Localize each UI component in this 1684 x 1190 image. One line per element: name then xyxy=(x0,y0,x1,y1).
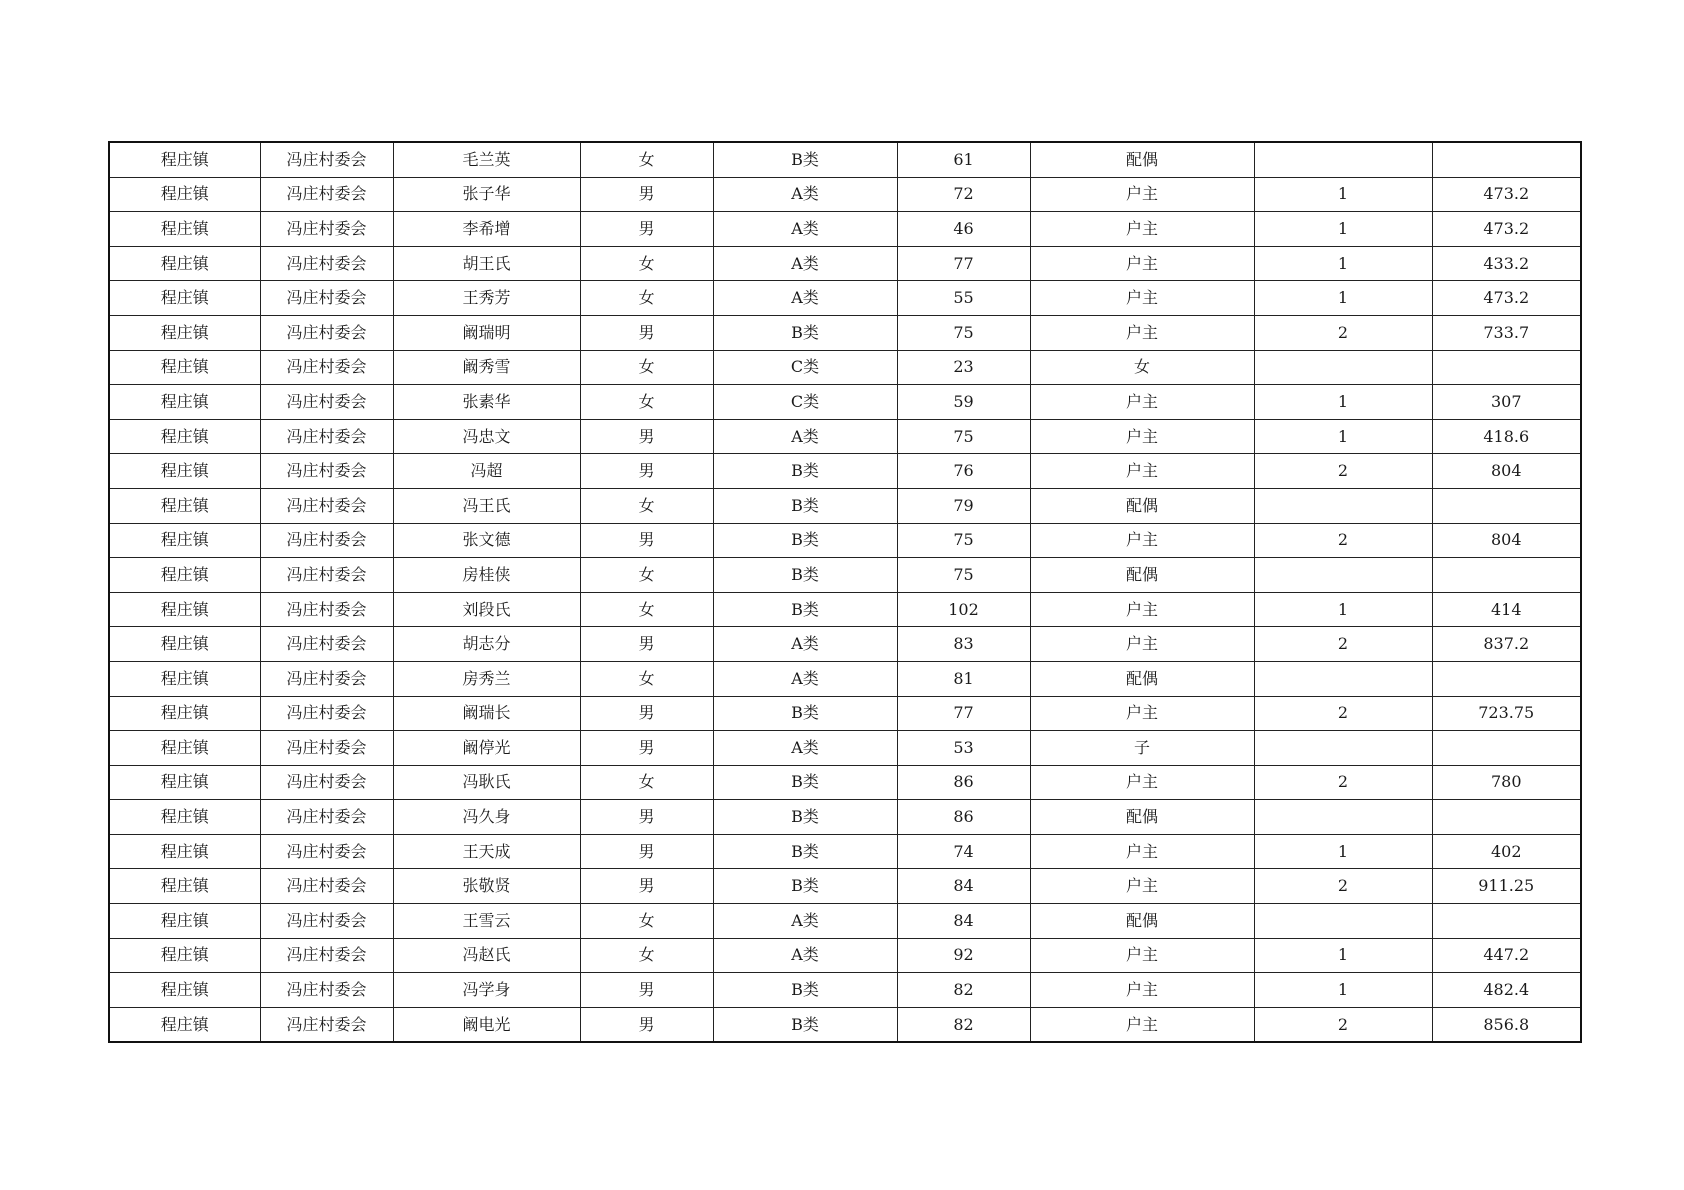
town-cell: 程庄镇 xyxy=(109,488,260,523)
relation-cell: 户主 xyxy=(1030,1007,1254,1042)
household-size-cell: 1 xyxy=(1254,419,1432,454)
relation-cell: 户主 xyxy=(1030,419,1254,454)
table-row xyxy=(109,696,1581,731)
amount-cell: 414 xyxy=(1432,592,1581,627)
gender-cell: 男 xyxy=(580,212,713,247)
name-cell: 王雪云 xyxy=(393,904,580,939)
town-cell: 程庄镇 xyxy=(109,592,260,627)
name-cell: 胡志分 xyxy=(393,627,580,662)
table-row xyxy=(109,1007,1581,1042)
age-cell: 79 xyxy=(897,488,1030,523)
relation-cell: 户主 xyxy=(1030,246,1254,281)
age-cell: 86 xyxy=(897,800,1030,835)
gender-cell: 女 xyxy=(580,385,713,420)
table-row xyxy=(109,973,1581,1008)
relation-cell: 子 xyxy=(1030,731,1254,766)
relation-cell: 配偶 xyxy=(1030,558,1254,593)
category-cell: A类 xyxy=(713,661,897,696)
village-cell: 冯庄村委会 xyxy=(260,938,393,973)
name-cell: 阚电光 xyxy=(393,1007,580,1042)
town-cell: 程庄镇 xyxy=(109,765,260,800)
table-row xyxy=(109,869,1581,904)
table-row xyxy=(109,661,1581,696)
name-cell: 房桂侠 xyxy=(393,558,580,593)
town-cell: 程庄镇 xyxy=(109,454,260,489)
amount-cell: 780 xyxy=(1432,765,1581,800)
gender-cell: 女 xyxy=(580,281,713,316)
household-size-cell: 2 xyxy=(1254,765,1432,800)
category-cell: A类 xyxy=(713,904,897,939)
amount-cell: 433.2 xyxy=(1432,246,1581,281)
name-cell: 冯超 xyxy=(393,454,580,489)
village-cell: 冯庄村委会 xyxy=(260,973,393,1008)
age-cell: 102 xyxy=(897,592,1030,627)
relation-cell: 户主 xyxy=(1030,454,1254,489)
name-cell: 冯赵氏 xyxy=(393,938,580,973)
name-cell: 冯忠文 xyxy=(393,419,580,454)
gender-cell: 女 xyxy=(580,592,713,627)
name-cell: 毛兰英 xyxy=(393,142,580,177)
household-size-cell: 2 xyxy=(1254,696,1432,731)
town-cell: 程庄镇 xyxy=(109,627,260,662)
age-cell: 72 xyxy=(897,177,1030,212)
gender-cell: 男 xyxy=(580,419,713,454)
name-cell: 李希增 xyxy=(393,212,580,247)
village-cell: 冯庄村委会 xyxy=(260,315,393,350)
table-row xyxy=(109,454,1581,489)
data-table xyxy=(108,141,1582,1043)
relation-cell: 户主 xyxy=(1030,212,1254,247)
name-cell: 王秀芳 xyxy=(393,281,580,316)
age-cell: 77 xyxy=(897,246,1030,281)
age-cell: 84 xyxy=(897,869,1030,904)
age-cell: 75 xyxy=(897,523,1030,558)
category-cell: B类 xyxy=(713,142,897,177)
amount-cell: 733.7 xyxy=(1432,315,1581,350)
age-cell: 59 xyxy=(897,385,1030,420)
village-cell: 冯庄村委会 xyxy=(260,281,393,316)
amount-cell xyxy=(1432,488,1581,523)
category-cell: B类 xyxy=(713,488,897,523)
category-cell: B类 xyxy=(713,523,897,558)
gender-cell: 男 xyxy=(580,454,713,489)
table-row xyxy=(109,177,1581,212)
relation-cell: 户主 xyxy=(1030,869,1254,904)
age-cell: 86 xyxy=(897,765,1030,800)
name-cell: 冯学身 xyxy=(393,973,580,1008)
category-cell: C类 xyxy=(713,350,897,385)
relation-cell: 配偶 xyxy=(1030,904,1254,939)
gender-cell: 男 xyxy=(580,177,713,212)
gender-cell: 女 xyxy=(580,938,713,973)
town-cell: 程庄镇 xyxy=(109,938,260,973)
village-cell: 冯庄村委会 xyxy=(260,904,393,939)
category-cell: B类 xyxy=(713,765,897,800)
amount-cell: 473.2 xyxy=(1432,281,1581,316)
town-cell: 程庄镇 xyxy=(109,973,260,1008)
amount-cell: 418.6 xyxy=(1432,419,1581,454)
amount-cell: 482.4 xyxy=(1432,973,1581,1008)
gender-cell: 女 xyxy=(580,350,713,385)
village-cell: 冯庄村委会 xyxy=(260,661,393,696)
village-cell: 冯庄村委会 xyxy=(260,177,393,212)
category-cell: A类 xyxy=(713,212,897,247)
relation-cell: 户主 xyxy=(1030,696,1254,731)
gender-cell: 女 xyxy=(580,765,713,800)
table-row xyxy=(109,731,1581,766)
gender-cell: 男 xyxy=(580,973,713,1008)
category-cell: B类 xyxy=(713,558,897,593)
amount-cell: 473.2 xyxy=(1432,177,1581,212)
gender-cell: 女 xyxy=(580,142,713,177)
village-cell: 冯庄村委会 xyxy=(260,350,393,385)
village-cell: 冯庄村委会 xyxy=(260,696,393,731)
town-cell: 程庄镇 xyxy=(109,661,260,696)
household-size-cell: 1 xyxy=(1254,212,1432,247)
age-cell: 74 xyxy=(897,834,1030,869)
town-cell: 程庄镇 xyxy=(109,1007,260,1042)
age-cell: 46 xyxy=(897,212,1030,247)
amount-cell xyxy=(1432,350,1581,385)
town-cell: 程庄镇 xyxy=(109,246,260,281)
table-row xyxy=(109,592,1581,627)
name-cell: 冯耿氏 xyxy=(393,765,580,800)
village-cell: 冯庄村委会 xyxy=(260,142,393,177)
category-cell: B类 xyxy=(713,592,897,627)
name-cell: 阚秀雪 xyxy=(393,350,580,385)
category-cell: C类 xyxy=(713,385,897,420)
age-cell: 92 xyxy=(897,938,1030,973)
household-size-cell: 1 xyxy=(1254,246,1432,281)
category-cell: A类 xyxy=(713,246,897,281)
category-cell: B类 xyxy=(713,454,897,489)
table-row xyxy=(109,834,1581,869)
household-size-cell xyxy=(1254,558,1432,593)
name-cell: 阚停光 xyxy=(393,731,580,766)
town-cell: 程庄镇 xyxy=(109,523,260,558)
table-row xyxy=(109,904,1581,939)
household-size-cell: 1 xyxy=(1254,385,1432,420)
household-size-cell: 2 xyxy=(1254,454,1432,489)
category-cell: B类 xyxy=(713,834,897,869)
town-cell: 程庄镇 xyxy=(109,419,260,454)
age-cell: 75 xyxy=(897,419,1030,454)
age-cell: 61 xyxy=(897,142,1030,177)
relation-cell: 女 xyxy=(1030,350,1254,385)
household-size-cell: 2 xyxy=(1254,315,1432,350)
household-size-cell: 1 xyxy=(1254,281,1432,316)
village-cell: 冯庄村委会 xyxy=(260,731,393,766)
name-cell: 张素华 xyxy=(393,385,580,420)
town-cell: 程庄镇 xyxy=(109,315,260,350)
table-row xyxy=(109,350,1581,385)
table-row xyxy=(109,523,1581,558)
table-row xyxy=(109,246,1581,281)
relation-cell: 户主 xyxy=(1030,973,1254,1008)
household-size-cell: 2 xyxy=(1254,1007,1432,1042)
age-cell: 75 xyxy=(897,558,1030,593)
relation-cell: 配偶 xyxy=(1030,800,1254,835)
town-cell: 程庄镇 xyxy=(109,731,260,766)
household-size-cell: 1 xyxy=(1254,938,1432,973)
town-cell: 程庄镇 xyxy=(109,177,260,212)
gender-cell: 女 xyxy=(580,904,713,939)
category-cell: B类 xyxy=(713,800,897,835)
age-cell: 23 xyxy=(897,350,1030,385)
age-cell: 82 xyxy=(897,1007,1030,1042)
gender-cell: 男 xyxy=(580,627,713,662)
relation-cell: 配偶 xyxy=(1030,488,1254,523)
amount-cell: 473.2 xyxy=(1432,212,1581,247)
relation-cell: 户主 xyxy=(1030,315,1254,350)
table-row xyxy=(109,627,1581,662)
amount-cell: 723.75 xyxy=(1432,696,1581,731)
category-cell: B类 xyxy=(713,973,897,1008)
category-cell: B类 xyxy=(713,315,897,350)
village-cell: 冯庄村委会 xyxy=(260,246,393,281)
household-size-cell xyxy=(1254,488,1432,523)
amount-cell xyxy=(1432,800,1581,835)
amount-cell xyxy=(1432,731,1581,766)
gender-cell: 男 xyxy=(580,696,713,731)
amount-cell: 856.8 xyxy=(1432,1007,1581,1042)
category-cell: B类 xyxy=(713,1007,897,1042)
relation-cell: 配偶 xyxy=(1030,142,1254,177)
relation-cell: 户主 xyxy=(1030,281,1254,316)
name-cell: 刘段氏 xyxy=(393,592,580,627)
amount-cell xyxy=(1432,661,1581,696)
gender-cell: 男 xyxy=(580,731,713,766)
age-cell: 84 xyxy=(897,904,1030,939)
name-cell: 房秀兰 xyxy=(393,661,580,696)
name-cell: 王天成 xyxy=(393,834,580,869)
relation-cell: 户主 xyxy=(1030,523,1254,558)
household-size-cell: 1 xyxy=(1254,834,1432,869)
name-cell: 冯王氏 xyxy=(393,488,580,523)
gender-cell: 女 xyxy=(580,488,713,523)
village-cell: 冯庄村委会 xyxy=(260,558,393,593)
amount-cell: 307 xyxy=(1432,385,1581,420)
town-cell: 程庄镇 xyxy=(109,385,260,420)
household-size-cell xyxy=(1254,661,1432,696)
town-cell: 程庄镇 xyxy=(109,904,260,939)
age-cell: 81 xyxy=(897,661,1030,696)
amount-cell: 402 xyxy=(1432,834,1581,869)
household-size-cell xyxy=(1254,731,1432,766)
category-cell: A类 xyxy=(713,731,897,766)
village-cell: 冯庄村委会 xyxy=(260,523,393,558)
household-size-cell xyxy=(1254,904,1432,939)
age-cell: 53 xyxy=(897,731,1030,766)
relation-cell: 户主 xyxy=(1030,385,1254,420)
amount-cell xyxy=(1432,904,1581,939)
age-cell: 75 xyxy=(897,315,1030,350)
category-cell: A类 xyxy=(713,281,897,316)
table-row xyxy=(109,281,1581,316)
table-row xyxy=(109,142,1581,177)
table-row xyxy=(109,765,1581,800)
category-cell: A类 xyxy=(713,177,897,212)
amount-cell: 447.2 xyxy=(1432,938,1581,973)
town-cell: 程庄镇 xyxy=(109,212,260,247)
village-cell: 冯庄村委会 xyxy=(260,834,393,869)
age-cell: 76 xyxy=(897,454,1030,489)
town-cell: 程庄镇 xyxy=(109,834,260,869)
name-cell: 阚瑞明 xyxy=(393,315,580,350)
amount-cell: 837.2 xyxy=(1432,627,1581,662)
household-size-cell: 1 xyxy=(1254,592,1432,627)
village-cell: 冯庄村委会 xyxy=(260,869,393,904)
village-cell: 冯庄村委会 xyxy=(260,592,393,627)
town-cell: 程庄镇 xyxy=(109,350,260,385)
relation-cell: 户主 xyxy=(1030,592,1254,627)
category-cell: A类 xyxy=(713,627,897,662)
amount-cell: 911.25 xyxy=(1432,869,1581,904)
name-cell: 冯久身 xyxy=(393,800,580,835)
category-cell: A类 xyxy=(713,938,897,973)
age-cell: 82 xyxy=(897,973,1030,1008)
table-row xyxy=(109,558,1581,593)
town-cell: 程庄镇 xyxy=(109,142,260,177)
relation-cell: 户主 xyxy=(1030,765,1254,800)
name-cell: 阚瑞长 xyxy=(393,696,580,731)
name-cell: 张敬贤 xyxy=(393,869,580,904)
relation-cell: 配偶 xyxy=(1030,661,1254,696)
household-size-cell: 2 xyxy=(1254,869,1432,904)
amount-cell: 804 xyxy=(1432,454,1581,489)
name-cell: 张文德 xyxy=(393,523,580,558)
village-cell: 冯庄村委会 xyxy=(260,627,393,662)
age-cell: 77 xyxy=(897,696,1030,731)
name-cell: 张子华 xyxy=(393,177,580,212)
name-cell: 胡王氏 xyxy=(393,246,580,281)
relation-cell: 户主 xyxy=(1030,834,1254,869)
table-row xyxy=(109,488,1581,523)
gender-cell: 男 xyxy=(580,315,713,350)
gender-cell: 男 xyxy=(580,1007,713,1042)
table-row xyxy=(109,212,1581,247)
category-cell: B类 xyxy=(713,696,897,731)
gender-cell: 男 xyxy=(580,800,713,835)
table-row xyxy=(109,938,1581,973)
table-row xyxy=(109,315,1581,350)
town-cell: 程庄镇 xyxy=(109,696,260,731)
town-cell: 程庄镇 xyxy=(109,800,260,835)
gender-cell: 女 xyxy=(580,246,713,281)
category-cell: B类 xyxy=(713,869,897,904)
village-cell: 冯庄村委会 xyxy=(260,212,393,247)
town-cell: 程庄镇 xyxy=(109,281,260,316)
household-size-cell: 1 xyxy=(1254,973,1432,1008)
village-cell: 冯庄村委会 xyxy=(260,765,393,800)
relation-cell: 户主 xyxy=(1030,627,1254,662)
gender-cell: 女 xyxy=(580,661,713,696)
age-cell: 55 xyxy=(897,281,1030,316)
amount-cell xyxy=(1432,142,1581,177)
table-row xyxy=(109,419,1581,454)
gender-cell: 男 xyxy=(580,869,713,904)
table-body xyxy=(109,142,1581,1042)
amount-cell xyxy=(1432,558,1581,593)
table-row xyxy=(109,800,1581,835)
age-cell: 83 xyxy=(897,627,1030,662)
relation-cell: 户主 xyxy=(1030,938,1254,973)
gender-cell: 男 xyxy=(580,834,713,869)
table-row xyxy=(109,385,1581,420)
household-size-cell xyxy=(1254,142,1432,177)
household-size-cell xyxy=(1254,350,1432,385)
village-cell: 冯庄村委会 xyxy=(260,385,393,420)
gender-cell: 女 xyxy=(580,558,713,593)
town-cell: 程庄镇 xyxy=(109,558,260,593)
household-size-cell: 1 xyxy=(1254,177,1432,212)
village-cell: 冯庄村委会 xyxy=(260,454,393,489)
household-size-cell xyxy=(1254,800,1432,835)
household-size-cell: 2 xyxy=(1254,523,1432,558)
household-size-cell: 2 xyxy=(1254,627,1432,662)
relation-cell: 户主 xyxy=(1030,177,1254,212)
village-cell: 冯庄村委会 xyxy=(260,800,393,835)
town-cell: 程庄镇 xyxy=(109,869,260,904)
village-cell: 冯庄村委会 xyxy=(260,419,393,454)
amount-cell: 804 xyxy=(1432,523,1581,558)
category-cell: A类 xyxy=(713,419,897,454)
gender-cell: 男 xyxy=(580,523,713,558)
village-cell: 冯庄村委会 xyxy=(260,1007,393,1042)
village-cell: 冯庄村委会 xyxy=(260,488,393,523)
